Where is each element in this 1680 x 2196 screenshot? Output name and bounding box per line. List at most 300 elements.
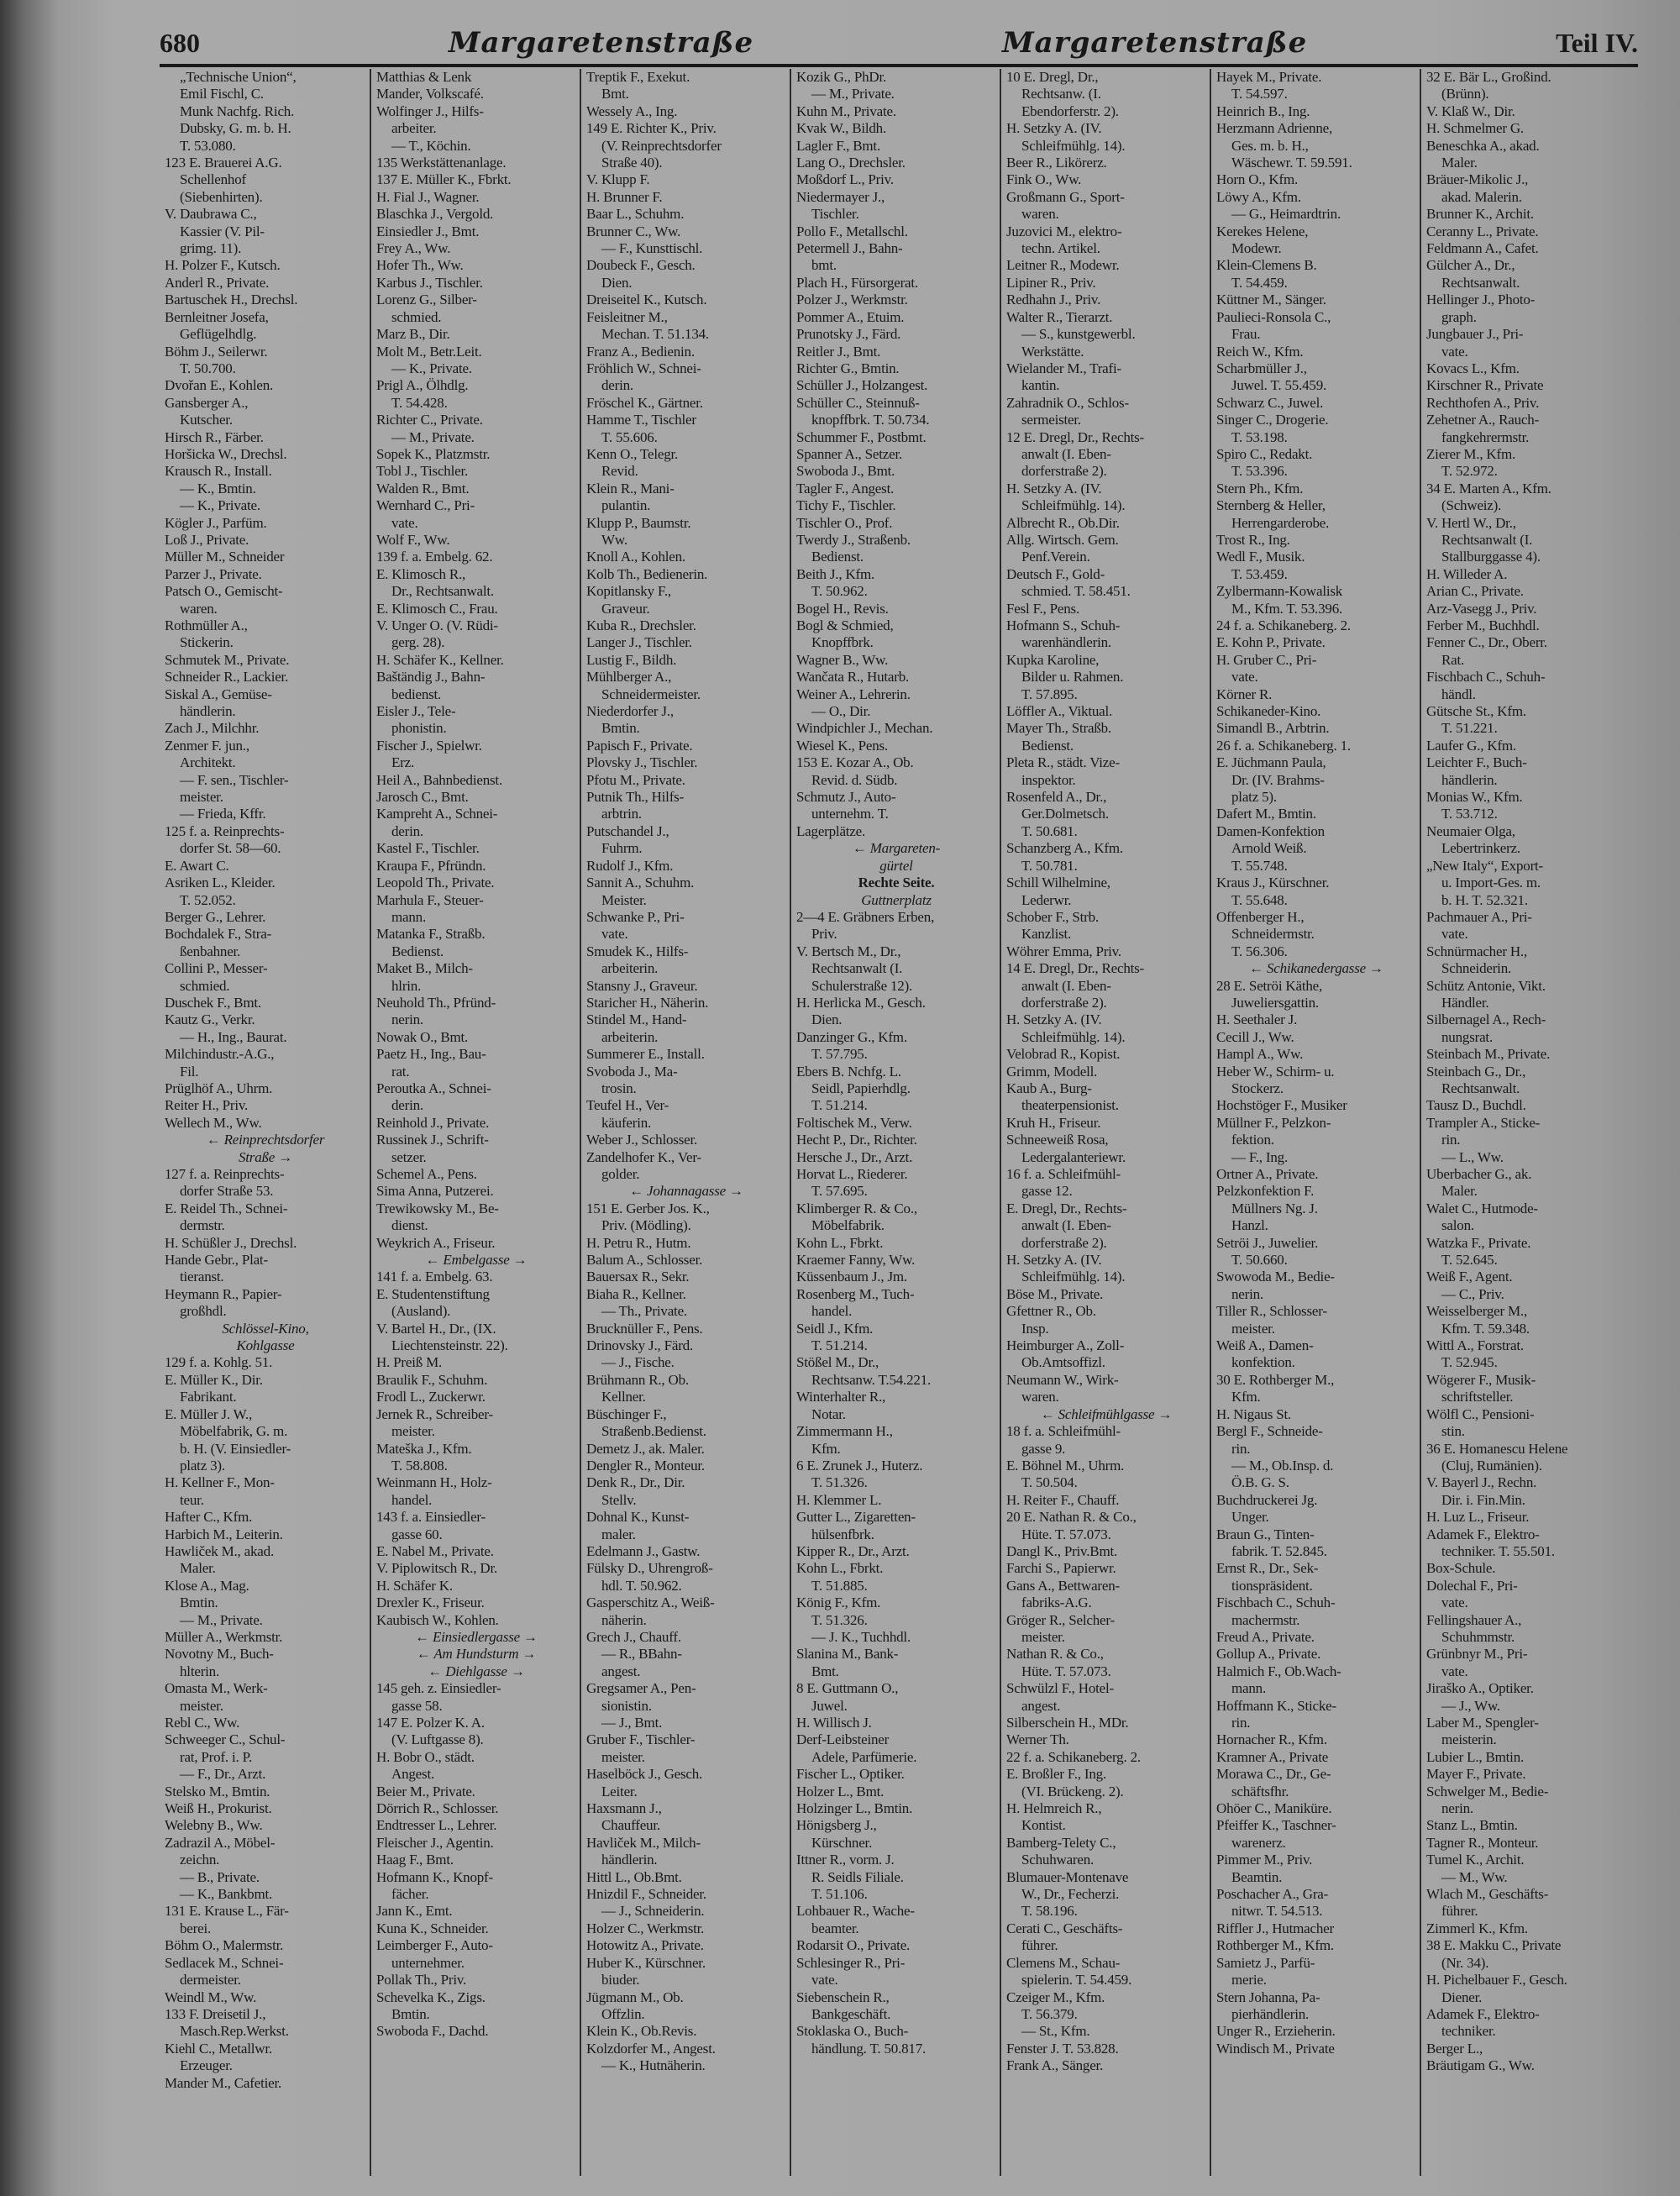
house-number-entry: H. Schüßler J., Drechsl.	[165, 1234, 297, 1251]
directory-entry: mann.	[1231, 1680, 1267, 1697]
directory-entry: Rothberger M., Kfm.	[1216, 1937, 1334, 1954]
directory-entry: Krausch R., Install.	[165, 463, 272, 480]
directory-entry: — H., Ing., Baurat.	[180, 1028, 287, 1045]
directory-entry: Wellech M., Ww.	[165, 1114, 262, 1131]
directory-entry: rat, Prof. i. P.	[180, 1748, 253, 1765]
directory-entry: Neumaier Olga,	[1426, 822, 1515, 839]
directory-entry: Kontist.	[1021, 1817, 1066, 1834]
directory-entry: Doubeck F., Gesch.	[586, 257, 696, 274]
house-number-entry: V. Daubrawa C.,	[165, 206, 257, 223]
directory-entry: platz 5).	[1231, 789, 1277, 806]
column-7	[1420, 69, 1638, 2176]
directory-entry: Moßdorf L., Priv.	[796, 171, 894, 188]
directory-entry: T. 53.712.	[1441, 806, 1498, 822]
directory-entry: Plovsky J., Tischler.	[586, 754, 698, 771]
directory-entry: Hofer Th., Ww.	[376, 257, 464, 274]
directory-entry: Gans A., Bettwaren-	[1006, 1577, 1120, 1594]
directory-entry: T. 51.885.	[811, 1577, 868, 1594]
directory-entry: handel.	[811, 1303, 853, 1320]
directory-entry: Fröhlich W., Schnei-	[586, 360, 701, 376]
directory-entry: Bmtin.	[391, 2005, 430, 2022]
directory-entry: Juweliersgattin.	[1231, 994, 1319, 1011]
directory-entry: T. 55.606.	[601, 428, 658, 445]
directory-entry: Schwarz C., Juwel.	[1216, 394, 1324, 411]
directory-entry: Sopek K., Platzmstr.	[376, 445, 491, 462]
directory-entry: rin.	[1231, 1440, 1251, 1457]
directory-entry: Kanzlist.	[1021, 926, 1072, 943]
directory-entry: Fellingshauer A.,	[1426, 1611, 1522, 1628]
directory-entry: Steinbach G., Dr.,	[1426, 1063, 1526, 1080]
directory-entry: Paetz H., Ing., Bau-	[376, 1046, 486, 1063]
directory-entry: nitwr. T. 54.513.	[1231, 1903, 1323, 1920]
directory-entry: Stößel M., Dr.,	[796, 1354, 879, 1371]
directory-entry: Kaub A., Burg-	[1006, 1080, 1092, 1096]
directory-entry: Staricher H., Näherin.	[586, 994, 709, 1011]
directory-entry: Maket B., Milch-	[376, 960, 473, 977]
directory-entry: (Nr. 34).	[1441, 1954, 1489, 1971]
directory-entry: Leichter F., Buch-	[1426, 754, 1527, 771]
directory-entry: Stansny J., Graveur.	[586, 977, 698, 994]
directory-entry: Bochdalek F., Stra-	[165, 926, 272, 943]
house-number-entry: 30 E. Rothberger M.,	[1216, 1371, 1335, 1388]
directory-entry: Huber K., Kürschner.	[586, 1954, 706, 1971]
directory-entry: — J., Bmt.	[601, 1715, 663, 1731]
directory-entry: Ö.B. G. S.	[1231, 1474, 1289, 1491]
directory-entry: — M., Ob.Insp. d.	[1231, 1457, 1334, 1474]
directory-entry: Pollo F., Metallschl.	[796, 223, 908, 239]
house-number-entry: 139 f. a. Embelg. 62.	[376, 549, 493, 565]
directory-entry: Lederwr.	[1021, 891, 1072, 908]
house-number-entry: 24 f. a. Schikaneberg. 2.	[1216, 617, 1351, 633]
directory-entry: Meister.	[601, 891, 647, 908]
directory-entry: Grimm, Modell.	[1006, 1063, 1098, 1080]
directory-entry: Spanner A., Setzer.	[796, 445, 903, 462]
directory-entry: Schleifmühlg. 14).	[1021, 1028, 1126, 1045]
directory-entry: Freud A., Private.	[1216, 1628, 1315, 1645]
directory-entry: spielerin. T. 54.459.	[1021, 1972, 1132, 1988]
directory-entry: Hotowitz A., Private.	[586, 1937, 704, 1954]
directory-entry: Hoffmann K., Sticke-	[1216, 1697, 1336, 1714]
directory-entry: Beer R., Likörerz.	[1006, 155, 1107, 171]
directory-entry: Weiner A., Lehrerin.	[796, 686, 911, 702]
directory-entry: Bernleitner Josefa,	[165, 308, 269, 325]
directory-entry: Emil Fischl, C.	[180, 86, 264, 102]
house-number-entry: 153 E. Kozar A., Ob.	[796, 754, 914, 771]
directory-entry: — J., Fische.	[601, 1354, 675, 1371]
directory-entry: Heber W., Schirm- u.	[1216, 1063, 1335, 1080]
directory-entry: Kiehl C., Metallwr.	[165, 2040, 272, 2057]
directory-entry: Schnürmacher H.,	[1426, 943, 1528, 959]
directory-entry: angest.	[1021, 1697, 1061, 1714]
directory-entry: Mateška J., Kfm.	[376, 1440, 472, 1457]
directory-entry: Fischbach C., Schuh-	[1216, 1594, 1336, 1611]
directory-entry: Wäschewr. T. 59.591.	[1231, 155, 1352, 171]
directory-entry: mann.	[391, 908, 427, 925]
directory-entry: Hayek M., Private.	[1216, 69, 1322, 85]
directory-entry: Matanka F., Straßb.	[376, 926, 486, 943]
directory-entry: Lipiner R., Priv.	[1006, 274, 1096, 291]
directory-entry: Rechtsanwalt.	[1441, 274, 1520, 291]
house-number-entry: H. Bobr O., städt.	[376, 1748, 475, 1765]
directory-entry: Bräuer-Mikolic J.,	[1426, 171, 1529, 188]
directory-entry: Peroutka A., Schnei-	[376, 1080, 491, 1096]
directory-entry: Havliček M., Milch-	[586, 1834, 701, 1851]
directory-entry: — J., Ww.	[1441, 1697, 1500, 1714]
cross-street-label: ← Einsiedlergasse →	[415, 1628, 538, 1645]
directory-entry: rin.	[1231, 1715, 1251, 1731]
directory-entry: Summerer E., Install.	[586, 1046, 705, 1063]
house-number-entry: 147 E. Polzer K. A.	[376, 1715, 485, 1731]
directory-entry: Pleta R., städt. Vize-	[1006, 754, 1120, 771]
directory-entry: T. 50.504.	[1021, 1474, 1078, 1491]
directory-entry: Werner Th.	[1006, 1731, 1069, 1748]
directory-entry: Hecht P., Dr., Richter.	[796, 1132, 917, 1148]
directory-entry: Silbernagel A., Rech-	[1426, 1011, 1546, 1028]
house-number-entry: H. Nigaus St.	[1216, 1405, 1292, 1422]
directory-entry: Braun G., Tinten-	[1216, 1526, 1315, 1542]
directory-entry: Tischler O., Prof.	[796, 514, 893, 531]
directory-entry: Hornacher R., Kfm.	[1216, 1731, 1327, 1748]
directory-entry: Deutsch F., Gold-	[1006, 565, 1105, 582]
directory-entry: Collini P., Messer-	[165, 960, 268, 977]
directory-entry: konfektion.	[1231, 1354, 1295, 1371]
directory-entry: vate.	[1441, 1594, 1468, 1611]
part-label: Teil IV.	[1556, 27, 1638, 58]
house-number-entry: 16 f. a. Schleifmühl-	[1006, 1166, 1121, 1182]
directory-entry: dorfer St. 58—60.	[180, 840, 281, 857]
directory-entry: Bamberg-Telety C.,	[1006, 1834, 1116, 1851]
directory-entry: Richter C., Private.	[376, 412, 483, 428]
house-number-entry: E. Klimosch C., Frau.	[376, 600, 498, 617]
directory-entry: Großmann G., Sport-	[1006, 188, 1125, 205]
directory-entry: Wittl A., Forstrat.	[1426, 1337, 1524, 1354]
cross-street-label: ← Schleifmühlgasse →	[1040, 1405, 1173, 1422]
directory-entry: Holzer L., Bmt.	[796, 1783, 885, 1799]
directory-entry: Neumann W., Wirk-	[1006, 1371, 1119, 1388]
directory-entry: Bmt.	[601, 86, 629, 102]
house-number-entry: H. Setzky A. (IV.	[1006, 1011, 1102, 1028]
directory-entry: T. 50.781.	[1021, 857, 1078, 874]
directory-entry: Dubsky, G. m. b. H.	[180, 120, 291, 137]
directory-entry: Marz B., Dir.	[376, 326, 450, 343]
house-number-entry: 143 f. a. Einsiedler-	[376, 1509, 486, 1526]
directory-entry: Gülcher A., Dr.,	[1426, 257, 1515, 274]
house-number-entry: 2—4 E. Gräbners Erben,	[796, 908, 935, 925]
directory-entry: Maler.	[1441, 155, 1478, 171]
directory-entry: T. 58.808.	[391, 1457, 448, 1474]
directory-entry: Kohn L., Fbrkt.	[796, 1234, 884, 1251]
directory-entry: teur.	[180, 1491, 204, 1508]
section-heading: Rechte Seite.	[858, 875, 935, 891]
directory-entry: hülsenfbrk.	[811, 1526, 874, 1542]
directory-entry: Schuhwaren.	[1021, 1852, 1095, 1868]
directory-entry: Bergl F., Schneide-	[1216, 1423, 1323, 1440]
directory-entry: T. 53.080.	[180, 137, 236, 154]
directory-entry: Jügmann M., Ob.	[586, 1988, 684, 2005]
directory-entry: (Ausland).	[391, 1303, 451, 1320]
directory-entry: Rechtsanwalt (I.	[1441, 531, 1533, 548]
directory-entry: Arnold Weiß.	[1231, 840, 1307, 857]
directory-entry: Schweeger C., Schul-	[165, 1731, 286, 1748]
directory-entry: arbeiterin.	[601, 960, 659, 977]
directory-entry: Reich W., Kfm.	[1216, 343, 1304, 360]
directory-entry: Neuhold Th., Pfründ-	[376, 994, 496, 1011]
house-number-entry: E. Böhnel M., Uhrm.	[1006, 1457, 1125, 1474]
directory-entry: Kaubisch W., Kohlen.	[376, 1611, 499, 1628]
directory-entry: Zadrazil A., Möbel-	[165, 1834, 276, 1851]
house-number-entry: H. Luz L., Friseur.	[1426, 1509, 1530, 1526]
directory-entry: T. 51.221.	[1441, 720, 1498, 737]
directory-entry: tieranst.	[180, 1269, 224, 1285]
directory-entry: Bräutigam G., Ww.	[1426, 2057, 1535, 2074]
directory-entry: — K., Bankbmt.	[180, 1886, 273, 1903]
house-number-entry: H. Herlicka M., Gesch.	[796, 994, 926, 1011]
directory-entry: Haselböck J., Gesch.	[586, 1766, 703, 1783]
directory-entry: Adele, Parfümerie.	[811, 1748, 917, 1765]
directory-entry: (V. Reinprechtsdorfer	[601, 137, 722, 154]
directory-entry: akad. Malerin.	[1441, 188, 1522, 205]
house-number-entry: H. Brunner F.	[586, 188, 663, 205]
directory-entry: Einsiedler J., Bmt.	[376, 223, 480, 239]
directory-entry: — St., Kfm.	[1021, 2023, 1090, 2040]
directory-entry: Ges. m. b. H.,	[1231, 137, 1309, 154]
directory-entry: T. 57.795.	[811, 1046, 868, 1063]
house-number-entry: 32 E. Bär L., Großind.	[1426, 69, 1551, 85]
directory-entry: Adamek F., Elektro-	[1426, 1526, 1540, 1542]
directory-entry: techniker. T. 55.501.	[1441, 1542, 1555, 1559]
directory-entry: Stellv.	[601, 1491, 637, 1508]
directory-entry: Zahradnik O., Schlos-	[1006, 394, 1129, 411]
directory-entry: vate.	[1231, 669, 1258, 686]
directory-entry: anwalt (I. Eben-	[1021, 1217, 1111, 1234]
directory-entry: Fil.	[180, 1063, 199, 1080]
directory-entry: Bogl & Schmied,	[796, 617, 894, 633]
directory-entry: Kfm.	[811, 1440, 841, 1457]
directory-entry: dorferstraße 2).	[1021, 463, 1107, 480]
directory-entry: — B., Private.	[180, 1868, 260, 1885]
directory-entry: Steinbach M., Private.	[1426, 1046, 1551, 1063]
directory-entry: Händler.	[1441, 994, 1489, 1011]
house-number-entry: H. Kellner F., Mon-	[165, 1474, 275, 1491]
directory-entry: Hanzl.	[1231, 1217, 1268, 1234]
directory-entry: T. 50.962.	[811, 583, 868, 600]
directory-entry: Jann K., Emt.	[376, 1903, 453, 1920]
house-number-entry: E. Jüchmann Paula,	[1216, 754, 1326, 771]
directory-entry: Windpichler J., Mechan.	[796, 720, 933, 737]
directory-entry: T. 52.945.	[1441, 1354, 1498, 1371]
directory-entry: Brucknüller F., Pens.	[586, 1320, 703, 1337]
directory-entry: setzer.	[391, 1148, 427, 1165]
directory-entry: nerin.	[1441, 1800, 1473, 1817]
directory-entry: Schikaneder-Kino.	[1216, 703, 1321, 720]
directory-entry: Herzmann Adrienne,	[1216, 120, 1333, 137]
directory-entry: Schummer F., Postbmt.	[796, 428, 927, 445]
directory-entry: Stindel M., Hand-	[586, 1011, 687, 1028]
directory-entry: Dr. (IV. Brahms-	[1231, 771, 1325, 788]
house-number-entry: H. Fial J., Wagner.	[376, 188, 480, 205]
cross-street-label: ← Reinprechtsdorfer	[206, 1132, 325, 1148]
directory-entry: T. 50.660.	[1231, 1252, 1288, 1269]
directory-entry: T. 58.196.	[1021, 1903, 1078, 1920]
directory-entry: Silberschein H., MDr.	[1006, 1715, 1129, 1731]
directory-entry: Walet C., Hutmode-	[1426, 1200, 1538, 1216]
directory-entry: Schill Wilhelmine,	[1006, 875, 1110, 891]
directory-entry: Fuhrm.	[601, 840, 643, 857]
directory-entry: meister.	[1021, 1628, 1065, 1645]
directory-entry: Schmutz J., Auto-	[796, 789, 896, 806]
directory-entry: platz 3).	[180, 1457, 225, 1474]
directory-entry: Wöhrer Emma, Priv.	[1006, 943, 1121, 959]
directory-entry: Tagler F., Angest.	[796, 480, 895, 496]
directory-entry: Büschinger F.,	[586, 1405, 667, 1422]
directory-entry: (Schweiz).	[1441, 497, 1502, 514]
directory-entry: Kellner.	[601, 1389, 646, 1405]
directory-entry: Knoll A., Kohlen.	[586, 549, 685, 565]
directory-entry: waren.	[180, 600, 218, 617]
directory-entry: Weiß F., Agent.	[1426, 1269, 1513, 1285]
directory-entry: T. 51.214.	[811, 1097, 868, 1114]
directory-entry: Körner R.	[1216, 686, 1273, 702]
directory-entry: — L., Ww.	[1441, 1148, 1504, 1165]
directory-entry: — M., Private.	[391, 428, 475, 445]
directory-entry: Feisleitner M.,	[586, 308, 668, 325]
house-number-entry: V. Klaß W., Dir.	[1426, 102, 1515, 119]
house-number-entry: 8 E. Guttmann O.,	[796, 1680, 899, 1697]
directory-entry: Ebers B. Nchfg. L.	[796, 1063, 901, 1080]
directory-entry: warenerz.	[1231, 1834, 1286, 1851]
house-number-entry: 10 E. Dregl, Dr.,	[1006, 69, 1099, 85]
directory-entry: Endtresser L., Lehrer.	[376, 1817, 497, 1834]
directory-entry: Fink O., Ww.	[1006, 171, 1082, 188]
directory-entry: Mander M., Cafetier.	[165, 2074, 282, 2091]
directory-entry: Biaha R., Kellner.	[586, 1285, 686, 1302]
directory-entry: Mander, Volkscafé.	[376, 86, 484, 102]
house-number-entry: E. Reidel Th., Schnei-	[165, 1200, 288, 1216]
directory-entry: Lang O., Drechsler.	[796, 155, 906, 171]
directory-entry: Hochstöger F., Musiker	[1216, 1097, 1347, 1114]
directory-entry: Matthias & Lenk	[376, 69, 472, 85]
directory-entry: Molt M., Betr.Leit.	[376, 343, 482, 360]
directory-entry: Ohöer C., Maniküre.	[1216, 1800, 1332, 1817]
directory-entry: warenhändlerin.	[1021, 634, 1111, 651]
directory-entry: Rechtsanw. T.54.221.	[811, 1371, 932, 1388]
house-number-entry: H. Schäfer K.	[376, 1577, 453, 1594]
directory-entry: Pachmauer A., Pri-	[1426, 908, 1532, 925]
directory-entry: bedienst.	[391, 686, 442, 702]
directory-entry: Haxsmann J.,	[586, 1800, 662, 1817]
directory-entry: Kürschner.	[811, 1834, 873, 1851]
house-number-entry: 12 E. Dregl, Dr., Rechts-	[1006, 428, 1145, 445]
directory-entry: Reitler J., Bmt.	[796, 343, 881, 360]
directory-entry: Kampreht A., Schnei-	[376, 806, 498, 822]
directory-entry: Monias W., Kfm.	[1426, 789, 1523, 806]
directory-entry: gasse 60.	[391, 1526, 443, 1542]
directory-entry: — J. K., Tuchhdl.	[811, 1628, 911, 1645]
directory-entry: Zierer M., Kfm.	[1426, 445, 1516, 462]
directory-entry: meister.	[180, 789, 223, 806]
directory-entry: Kovacs L., Kfm.	[1426, 360, 1520, 376]
directory-entry: Nathan R. & Co.,	[1006, 1646, 1104, 1663]
directory-entry: Leimberger F., Auto-	[376, 1937, 493, 1954]
directory-entry: Beamtin.	[1231, 1868, 1283, 1885]
directory-entry: gerg. 28).	[391, 634, 445, 651]
cross-street-label: ← Embelgasse →	[425, 1252, 528, 1269]
directory-entry: Gröger R., Selcher-	[1006, 1611, 1115, 1628]
directory-entry: Zehetner A., Rauch-	[1426, 412, 1540, 428]
directory-entry: Bogel H., Revis.	[796, 600, 889, 617]
directory-entry: Schlesinger R., Pri-	[796, 1954, 906, 1971]
directory-entry: Bmtin.	[601, 720, 640, 737]
directory-entry: Zach J., Milchhr.	[165, 720, 260, 737]
directory-entry: T. 53.198.	[1231, 428, 1288, 445]
house-number-entry: H. Helmreich R.,	[1006, 1800, 1102, 1817]
directory-entry: Munk Nachfg. Rich.	[180, 102, 295, 119]
house-number-entry: 14 E. Dregl, Dr., Rechts-	[1006, 960, 1145, 977]
directory-entry: „Technische Union“,	[180, 69, 297, 85]
directory-entry: Siebenschein R.,	[796, 1988, 890, 2005]
directory-entry: T. 52.052.	[180, 891, 236, 908]
directory-entry: Ortner A., Private.	[1216, 1166, 1319, 1182]
directory-entry: techn. Artikel.	[1021, 240, 1100, 257]
directory-entry: graph.	[1441, 308, 1477, 325]
directory-entry: unternehm. T.	[811, 806, 889, 822]
directory-entry: Albrecht R., Ob.Dir.	[1006, 514, 1120, 531]
house-number-entry: 26 f. a. Schikaneberg. 1.	[1216, 737, 1351, 754]
directory-entry: führer.	[1021, 1937, 1058, 1954]
directory-entry: Dörrich R., Schlosser.	[376, 1800, 499, 1817]
house-number-entry: 129 f. a. Kohlg. 51.	[165, 1354, 273, 1371]
directory-entry: Wančata R., Hutarb.	[796, 669, 910, 686]
directory-entry: Hawliček M., akad.	[165, 1542, 274, 1559]
directory-entry: schmied. T. 58.451.	[1021, 583, 1131, 600]
cross-street-label: gürtel	[879, 857, 913, 874]
directory-entry: knopffbrk. T. 50.734.	[811, 412, 930, 428]
directory-entry: T. 50.700.	[180, 360, 236, 376]
directory-entry: Kerekes Helene,	[1216, 223, 1309, 239]
directory-entry: Pelzkonfektion F.	[1216, 1183, 1315, 1200]
house-number-entry: H. Seethaler J.	[1216, 1011, 1298, 1028]
directory-entry: Czeiger M., Kfm.	[1006, 1988, 1105, 2005]
directory-entry: Langer J., Tischler.	[586, 634, 692, 651]
directory-entry: Hüte. T. 57.073.	[1021, 1526, 1111, 1542]
directory-entry: Petermell J., Bahn-	[796, 240, 903, 257]
directory-entry: Möbelfabrik.	[811, 1217, 885, 1234]
directory-entry: Holzer C., Werkmstr.	[586, 1920, 705, 1936]
directory-entry: Dangl K., Priv.Bmt.	[1006, 1542, 1118, 1559]
directory-entry: u. Import-Ges. m.	[1441, 875, 1541, 891]
directory-entry: Bmtin.	[180, 1594, 218, 1611]
directory-entry: techniker.	[1441, 2023, 1496, 2040]
directory-entry: Fülsky D., Uhrengroß-	[586, 1560, 713, 1577]
directory-entry: Setröi J., Juwelier.	[1216, 1234, 1319, 1251]
directory-entry: Foltischek M., Verw.	[796, 1114, 912, 1131]
directory-entry: beamter.	[811, 1920, 859, 1936]
directory-entry: derin.	[601, 377, 633, 394]
directory-entry: arbeiterin.	[601, 1028, 659, 1045]
directory-entry: Gollup A., Private.	[1216, 1646, 1321, 1663]
directory-entry: (VI. Brückeng. 2).	[1021, 1783, 1124, 1799]
directory-entry: tionspräsident.	[1231, 1577, 1313, 1594]
directory-entry: — F. sen., Tischler-	[180, 771, 289, 788]
directory-entry: Pfotu M., Private.	[586, 771, 685, 788]
directory-entry: Möbelfabrik, G. m.	[180, 1423, 288, 1440]
directory-entry: Schellenhof	[180, 171, 246, 188]
house-number-entry: 38 E. Makku C., Private	[1426, 1937, 1562, 1954]
directory-entry: Rosenberg M., Tuch-	[796, 1285, 915, 1302]
directory-entry: Fleischer J., Agentin.	[376, 1834, 494, 1851]
house-number-entry: H. Setzky A. (IV.	[1006, 120, 1102, 137]
directory-entry: Heinrich B., Ing.	[1216, 102, 1310, 119]
